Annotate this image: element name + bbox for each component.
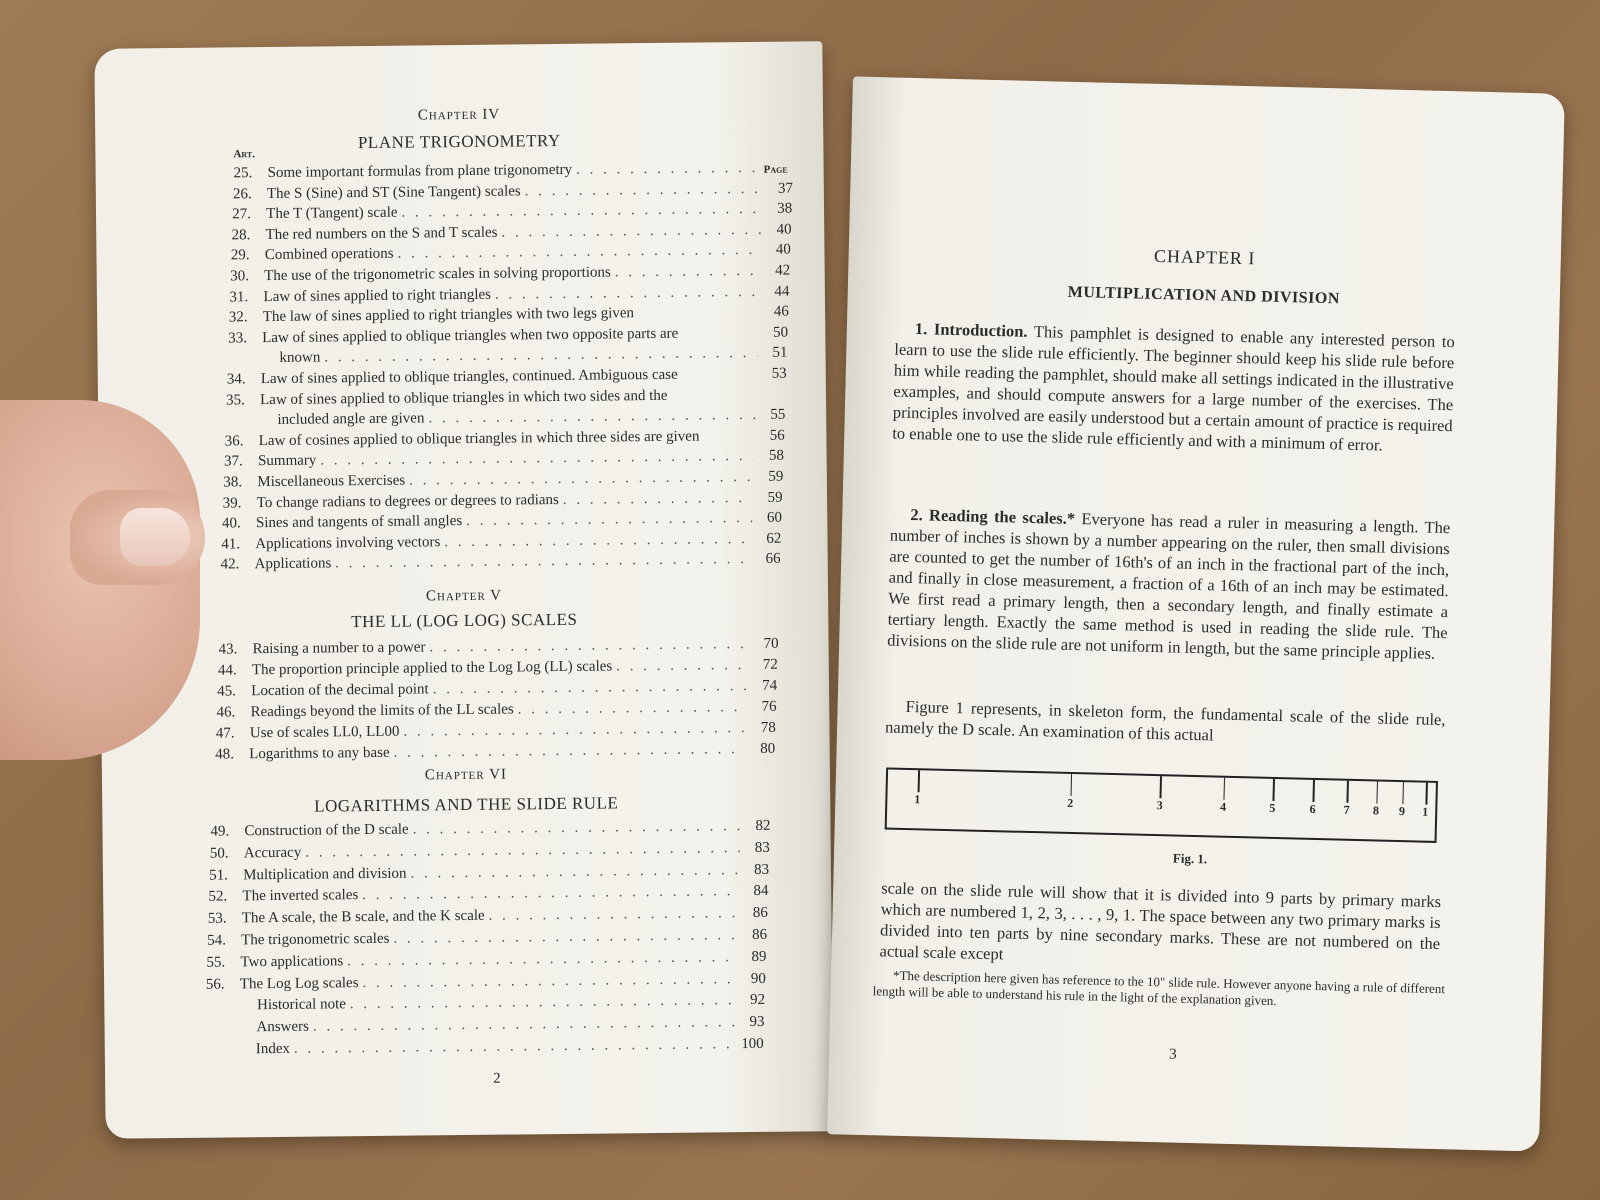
scale-tick-label: 4 [1219,799,1227,814]
toc-entry-page: 40 [776,221,792,238]
toc-entry [222,510,782,533]
chapter-5-title: THE LL (LOG LOG) SCALES [351,609,578,632]
footnote: *The description here given has reference to the 10" slide rule. However anyone having a rule of different length will be able to understand his rule in the light of the explanation given. [872,967,1446,1009]
toc-entry-number: 44. [217,662,237,679]
scale-tick [918,770,920,792]
toc-entry [227,345,787,368]
toc-entry-number: 28. [231,227,251,244]
toc-entry [233,180,793,203]
paragraph-reading-scales [887,504,1450,665]
toc-entry-number: 53. [207,910,227,927]
toc-entry-number: 54. [207,932,226,949]
reading-scales-text: Everyone has read a ruler in measuring a length. The number of inches is shown by a number appearing on the ruler, then small divisions are counted to get the number of 16th's of an inch in the fractional part of the inch, and finally in close measurement, a fraction of a 16th of an inch may be estimated. We first read a primary length, then a secondary length, and finally estimate a tertiary length. Exactly the same method is used in reading the slide rule. The divisions on the slide rule are not uniform in length, but the same principle applies. [887,509,1451,663]
toc-entry-page: 38 [777,200,793,217]
toc-entry [206,970,766,993]
toc-leader-dots [616,657,748,675]
toc-entry-number [205,1010,257,1011]
toc-entry-page: 82 [755,817,771,834]
toc-entry-page: 37 [777,180,793,197]
art-column-label: Art. [233,148,256,161]
toc-entry-title: Logarithms to any base [249,744,390,763]
d-scale-figure [885,767,1438,842]
toc-entry-number: 45. [217,683,237,700]
toc-entry-title: The use of the trigonometric scales in solving proportions [264,264,611,285]
toc-entry [231,242,791,265]
toc-entry [207,927,767,950]
toc-leader-dots [518,699,747,718]
thumbnail [120,508,190,566]
toc-entry [229,304,789,327]
scale-tick [1402,782,1404,804]
toc-entry-number: 56. [205,976,225,993]
scale-tick [1160,776,1162,798]
toc-entry-title: Law of sines applied to oblique triangles in which two sides and the [260,387,668,408]
toc-leader-dots [362,884,738,905]
toc-entry-title: The Log Log scales [239,974,359,992]
toc-entry-page: 80 [760,740,776,757]
toc-entry-title: included angle are given [277,410,425,429]
toc-entry-page: 59 [767,489,783,506]
toc-entry-page: 51 [772,344,788,362]
toc-entry-page: 60 [766,509,783,527]
toc-leader-dots [398,242,761,263]
page-column-label: Page [763,163,788,176]
toc-entry-page: 84 [753,883,769,900]
toc-entry-page: 44 [774,283,790,300]
toc-entry-title: Applications involving vectors [255,534,441,552]
toc-entry-page: 86 [752,926,768,944]
toc-entry-number: 31. [229,288,249,306]
toc-entry-number: 55. [206,954,226,971]
scale-tick-label: 1 [914,792,921,807]
toc-entry-page: 74 [762,677,778,694]
toc-entry-number: 32. [228,309,248,326]
toc-entry-number: 37. [223,453,243,470]
toc-entry-page: 50 [773,324,789,341]
toc-entry [230,263,790,286]
toc-entry-number: 42. [220,556,240,573]
toc-entry-title: Some important formulas from plane trigonometry [267,161,573,182]
reading-scales-heading: 2. Reading the scales.* [910,504,1076,529]
left-page-contents [94,41,833,1139]
toc-entry-page: 72 [762,656,778,673]
toc-entry [229,283,789,306]
toc-entry-page: 83 [754,861,770,878]
toc-entry-page: 42 [775,262,791,279]
toc-leader-dots [563,490,753,509]
scale-tick-label: 9 [1398,804,1406,819]
scale-tick [1347,781,1349,803]
toc-entry-number: 48. [215,746,235,763]
toc-entry [224,448,784,471]
scale-tick [1376,781,1378,803]
toc-entry-number: 29. [230,247,250,264]
scale-tick-label: 8 [1372,803,1380,818]
toc-entry-number: 26. [232,185,252,202]
toc-entry-page: 89 [751,948,767,965]
toc-entry [226,386,786,409]
introduction-text: This pamphlet is designed to enable any interested person to learn to use the slide rule efficiently. The beginner should keep his slide rule before him while reading the pamphlet, should make all settings indicated in the illustrative examples, and should compute answers for a large number of the exercises. The principles involved are easily understood but a certain amount of practice is required to enable one to use the slide rule efficiently and with a minimum of error. [892,321,1455,455]
toc-entry-title: The inverted scales [242,887,359,905]
toc-entry-number: 43. [218,641,238,658]
toc-entry-number: 52. [208,888,228,906]
toc-entry [228,324,788,347]
toc-entry-number: 25. [233,165,253,182]
toc-entry-number: 40. [221,515,241,532]
chapter-4-title: PLANE TRIGONOMETRY [357,130,561,153]
toc-entry-page: 62 [766,530,782,547]
toc-entry-title: Historical note [257,996,346,1014]
right-page-chapter-1 [827,76,1565,1151]
toc-leader-dots [347,949,736,970]
toc-entry-number: 47. [215,725,235,742]
toc-entry-page: 93 [749,1014,765,1031]
toc-entry-number: 41. [221,536,241,553]
toc-leader-dots [444,531,751,551]
toc-entry [234,160,794,183]
toc-leader-dots [335,551,750,572]
toc-entry-title: Readings beyond the limits of the LL scales [250,701,514,721]
toc-entry-title: The A scale, the B scale, and the K scale [241,907,485,927]
chapter-6-heading: Chapter VI [424,766,508,784]
toc-entry [231,221,791,244]
toc-leader-dots [495,283,760,303]
toc-entry-page: 40 [775,241,791,259]
toc-entry [225,427,785,450]
toc-entry-page: 46 [773,303,789,320]
toc-entry [204,1036,764,1059]
toc-entry-title: Use of scales LL0, LL00 [249,723,400,742]
toc-leader-dots [403,720,746,741]
scale-tick [1273,779,1275,801]
chapter-4-heading: Chapter IV [417,106,501,124]
toc-entry-number [204,1053,256,1054]
paragraph-figure-intro: Figure 1 represents, in skeleton form, the fundamental scale of the slide rule, namely the D scale. An examination of this actual [884,696,1446,745]
toc-entry-title: Accuracy [243,844,302,862]
paragraph-introduction [892,318,1455,458]
toc-entry-page: 56 [769,427,785,444]
scale-tick-label: 1 [1422,804,1429,819]
toc-entry-number: 46. [216,704,236,721]
toc-entry-page: 90 [750,970,766,987]
toc-leader-dots [362,971,735,992]
toc-entry [205,992,765,1015]
toc-entry [210,840,770,863]
toc-leader-dots [393,927,737,948]
toc-entry-title: Answers [256,1018,310,1036]
toc-entry [223,489,783,512]
toc-entry-title: Multiplication and division [243,865,407,883]
toc-entry-page: 66 [765,551,781,568]
toc-leader-dots [401,201,762,222]
chapter-1-heading: CHAPTER I [1153,245,1256,269]
toc-entry-page: 76 [761,698,777,715]
toc-entry-page: 58 [768,448,785,465]
toc-entry-number [225,424,277,425]
toc-entry-number: 30. [230,268,250,285]
toc-entry [208,883,768,906]
toc-entry-number: 50. [209,845,229,862]
toc-entry-number: 35. [226,391,245,409]
toc-leader-dots [409,469,753,490]
scale-tick-label: 3 [1156,798,1163,813]
toc-leader-dots [350,993,735,1014]
toc-entry [219,636,779,659]
toc-entry-page: 100 [741,1035,764,1053]
toc-entry-number: 33. [228,330,247,347]
toc-entry-title: The proportion principle applied to the Log Log (LL) scales [251,658,613,679]
toc-entry [215,741,775,764]
toc-entry [204,1014,764,1037]
toc-leader-dots [433,678,748,698]
toc-entry-page: 59 [768,468,784,485]
toc-entry-title: Law of sines applied to oblique triangles when two opposite parts are [262,325,679,346]
toc-entry-title: Two applications [240,953,344,971]
toc-entry [216,720,776,743]
toc-entry-title: Combined operations [264,246,394,264]
toc-leader-dots [305,840,740,862]
toc-entry-title: The law of sines applied to right triangles with two legs given [262,305,635,326]
toc-entry [232,201,792,224]
toc-entry-number [227,362,279,363]
left-page-number: 2 [493,1070,501,1087]
toc-entry-number: 39. [222,494,242,512]
toc-leader-dots [615,263,761,282]
toc-entry-title: Law of sines applied to right triangles [263,286,492,305]
chapter-5-heading: Chapter V [425,587,503,605]
toc-entry-title: Miscellaneous Exercises [257,472,406,491]
right-page-number: 3 [1169,1046,1177,1063]
toc-entry-title: Index [255,1040,291,1058]
toc-entry-title: The S (Sine) and ST (Sine Tangent) scales [266,182,521,202]
toc-leader-dots [324,345,757,367]
toc-entry [217,678,777,701]
toc-entry-title: Location of the decimal point [251,681,429,700]
toc-entry-title: Raising a number to a power [252,639,426,658]
toc-entry-page: 78 [760,719,776,736]
paragraph-scale-description: scale on the slide rule will show that it is divided into 9 parts by primary marks which are numbered 1, 2, 3, . . . , 9, 1. The space between any two primary marks is divided into ten parts by nine secondary marks. These are not numbered on the actual scale except [879,878,1442,964]
toc-leader-dots [320,448,754,470]
toc-entry-title: The red numbers on the S and T scales [265,224,498,243]
toc-leader-dots [501,222,761,242]
toc-leader-dots [394,741,746,762]
toc-entry [221,551,781,574]
toc-leader-dots [489,905,738,925]
toc-entry-number: 49. [210,823,230,840]
toc-entry-title: The T (Tangent) scale [266,204,398,223]
scale-tick-label: 7 [1343,802,1350,817]
toc-entry-page: 92 [750,992,766,1009]
toc-entry [206,949,766,972]
toc-leader-dots [313,1014,735,1035]
toc-entry-title: Construction of the D scale [244,821,409,840]
toc-entry-number: 38. [223,474,243,491]
toc-leader-dots [294,1036,734,1058]
toc-entry [209,861,769,884]
chapter-1-title: MULTIPLICATION AND DIVISION [1067,283,1341,308]
toc-entry [225,407,785,430]
toc-leader-dots [525,180,763,199]
toc-leader-dots [428,407,755,427]
toc-entry-title: known [279,349,321,367]
figure-caption: Fig. 1. [1172,850,1208,867]
toc-entry-title: Applications [254,555,332,573]
scale-tick-label: 6 [1309,801,1316,816]
toc-entry [227,366,787,389]
toc-entry [208,905,768,928]
toc-leader-dots [413,818,741,838]
toc-entry-page: 86 [752,905,768,922]
toc-entry-number [205,1031,257,1032]
toc-entry-page: 55 [770,406,786,423]
toc-entry-title: To change radians to degrees or degrees to radians [256,491,559,511]
scale-tick [1313,780,1315,802]
toc-leader-dots [410,862,739,882]
scale-tick [1425,783,1427,805]
toc-entry-number: 36. [224,433,244,450]
scale-tick-label: 5 [1269,800,1276,815]
toc-entry-title: Summary [257,452,317,470]
toc-leader-dots [576,160,764,179]
toc-entry-page: 53 [771,365,787,382]
toc-entry [216,699,776,722]
scale-tick [1223,778,1225,800]
scale-tick [1070,774,1072,796]
toc-entry-number: 51. [209,867,228,884]
toc-entry-number: 34. [226,371,246,388]
toc-entry-title: The trigonometric scales [241,930,390,949]
toc-entry [218,657,778,680]
toc-entry-page: 70 [763,635,779,652]
chapter-6-title: LOGARITHMS AND THE SLIDE RULE [314,793,619,816]
scale-tick-label: 2 [1067,795,1074,811]
toc-entry-title: Sines and tangents of small angles [255,513,463,532]
toc-entry-number: 27. [232,206,252,223]
toc-entry [210,818,770,841]
toc-entry-page: 83 [754,839,770,856]
introduction-heading: 1. Introduction. [914,319,1028,341]
toc-entry-title: Law of sines applied to oblique triangles, continued. Ambiguous case [260,366,678,388]
toc-entry [221,530,781,553]
toc-entry [223,469,783,492]
toc-leader-dots [466,510,752,530]
toc-entry-title: Law of cosines applied to oblique triangles in which three sides are given [258,428,700,449]
toc-leader-dots [429,636,748,656]
